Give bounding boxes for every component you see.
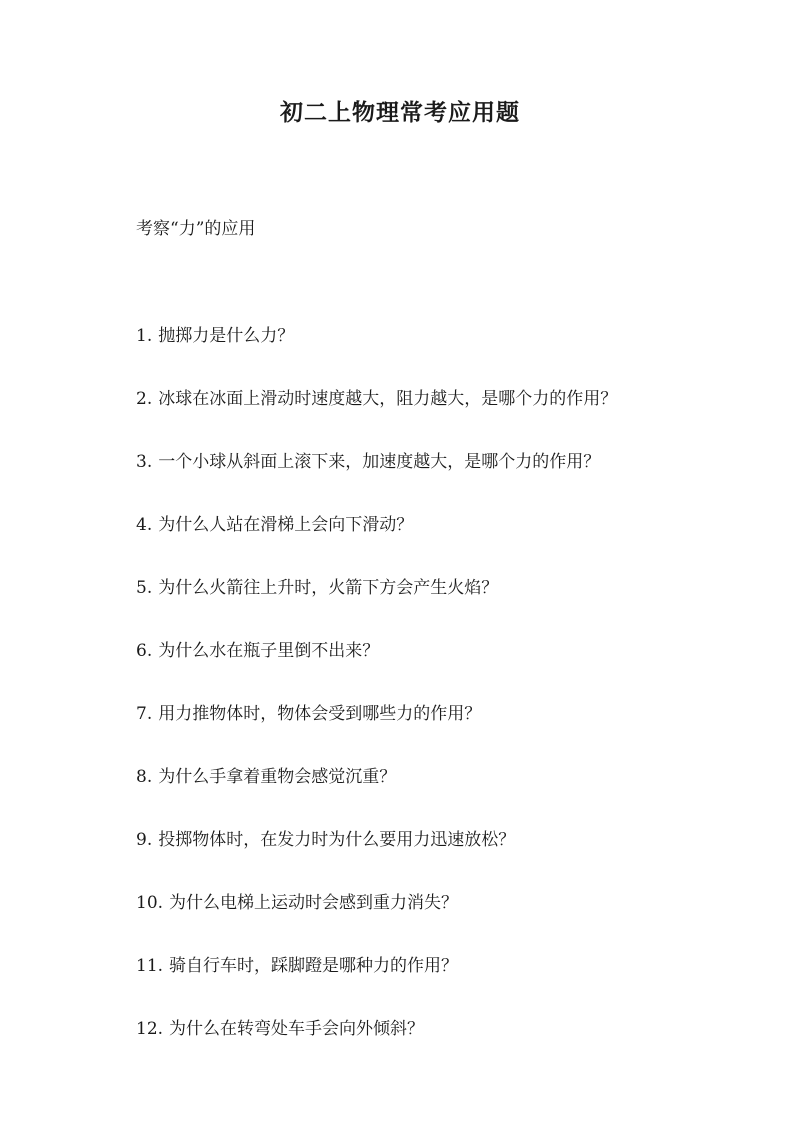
question-item bbox=[136, 1017, 617, 1080]
question-text: 为什么在转弯处车手会向外倾斜？ bbox=[169, 1019, 425, 1039]
question-number: 4. bbox=[136, 515, 153, 535]
question-list bbox=[136, 324, 617, 1080]
question-text: 冰球在冰面上滑动时速度越大，阻力越大，是哪个力的作用？ bbox=[158, 389, 618, 409]
question-number: 8. bbox=[136, 767, 153, 787]
document-title: 初二上物理常考应用题 bbox=[280, 99, 520, 126]
question-item bbox=[136, 639, 617, 702]
question-text: 抛掷力是什么力？ bbox=[158, 326, 295, 346]
question-number: 11. bbox=[136, 956, 164, 976]
question-number: 5. bbox=[136, 578, 153, 598]
question-number: 3. bbox=[136, 452, 153, 472]
question-item bbox=[136, 513, 617, 576]
question-text: 为什么水在瓶子里倒不出来？ bbox=[158, 641, 380, 661]
question-item bbox=[136, 891, 617, 954]
question-item bbox=[136, 765, 617, 828]
question-number: 6. bbox=[136, 641, 153, 661]
question-text: 投掷物体时，在发力时为什么要用力迅速放松？ bbox=[158, 830, 516, 850]
question-text: 一个小球从斜面上滚下来，加速度越大，是哪个力的作用？ bbox=[158, 452, 601, 472]
question-item bbox=[136, 702, 617, 765]
question-number: 7. bbox=[136, 704, 153, 724]
question-item bbox=[136, 576, 617, 639]
question-item bbox=[136, 324, 617, 387]
question-text: 为什么电梯上运动时会感到重力消失？ bbox=[169, 893, 459, 913]
question-text: 为什么火箭往上升时，火箭下方会产生火焰？ bbox=[158, 578, 499, 598]
question-number: 9. bbox=[136, 830, 153, 850]
question-text: 为什么人站在滑梯上会向下滑动？ bbox=[158, 515, 414, 535]
question-number: 1. bbox=[136, 326, 153, 346]
section-heading: 考察“力”的应用 bbox=[136, 219, 256, 239]
question-number: 12. bbox=[136, 1019, 164, 1039]
question-number: 10. bbox=[136, 893, 164, 913]
question-item bbox=[136, 828, 617, 891]
question-number: 2. bbox=[136, 389, 153, 409]
question-item bbox=[136, 954, 617, 1017]
question-text: 骑自行车时，踩脚蹬是哪种力的作用？ bbox=[169, 956, 459, 976]
question-item bbox=[136, 450, 617, 513]
question-text: 用力推物体时，物体会受到哪些力的作用？ bbox=[158, 704, 482, 724]
question-item bbox=[136, 387, 617, 450]
question-text: 为什么手拿着重物会感觉沉重？ bbox=[158, 767, 397, 787]
